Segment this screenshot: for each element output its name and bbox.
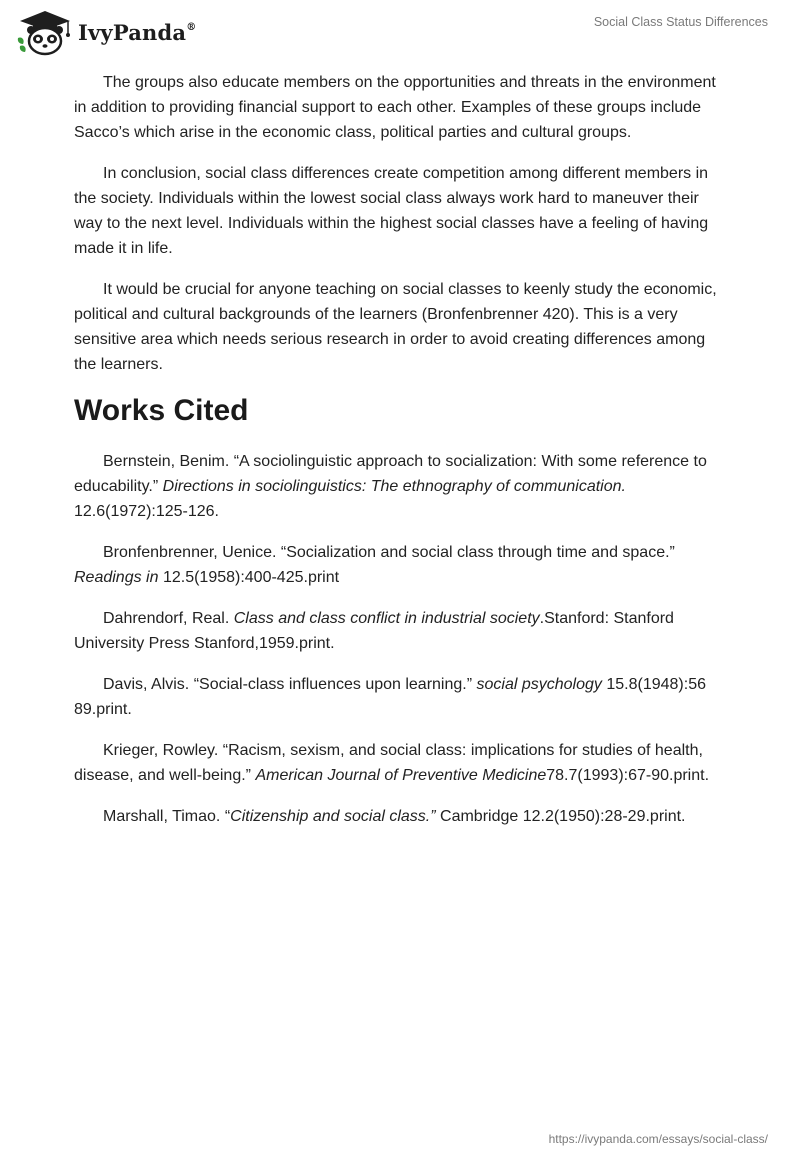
citation-entry: Bronfenbrenner, Uenice. “Socialization and social class through time and space.” Readings in 12.5(1958):400-425.print — [74, 544, 675, 586]
page-header — [0, 0, 800, 64]
citation-entry: Dahrendorf, Real. Class and class conflict in industrial society.Stanford: Stanford University Press Stanford,1959.print. — [74, 610, 674, 652]
essay-content — [74, 70, 726, 845]
citation-entry: Marshall, Timao. “Citizenship and social class.” Cambridge 12.2(1950):28-29.print. — [103, 808, 686, 825]
citation-entry: Bernstein, Benim. “A sociolinguistic approach to socialization: With some reference to educability.” Directions in sociolinguistics: The ethnography of communication. 12.6(1972):125-126. — [74, 453, 707, 520]
document-title: Social Class Status Differences — [593, 15, 768, 29]
body-paragraph: In conclusion, social class differences create competition among different members in the society. Individuals within the lowest social class always work hard to maneuver their way to the next level. Individuals within the highest social classes have a feeling of having made it in life. — [74, 165, 709, 257]
citation-entry: Davis, Alvis. “Social-class influences upon learning.” social psychology 15.8(1948):56 89.print. — [74, 676, 706, 718]
body-paragraph: It would be crucial for anyone teaching on social classes to keenly study the economic, political and cultural backgrounds of the learners (Bronfenbrenner 420). This is a very sensitive area which needs serious research in order to avoid creating differences among the learners. — [74, 281, 717, 373]
brand-logo[interactable] — [14, 8, 196, 56]
works-cited-heading: Works Cited — [74, 394, 249, 427]
source-url-link[interactable]: https://ivypanda.com/essays/social-class/ — [548, 1132, 768, 1146]
panda-graduate-icon — [14, 8, 76, 56]
brand-name: IvyPanda® — [78, 19, 197, 45]
body-paragraph: The groups also educate members on the opportunities and threats in the environment in addition to providing financial support to each other. Examples of these groups include Sacco’s which arise in the economic class, political parties and cultural groups. — [74, 74, 716, 141]
citation-entry: Krieger, Rowley. “Racism, sexism, and social class: implications for studies of health, disease, and well-being.” American Journal of Preventive Medicine78.7(1993):67-90.print. — [74, 742, 710, 784]
